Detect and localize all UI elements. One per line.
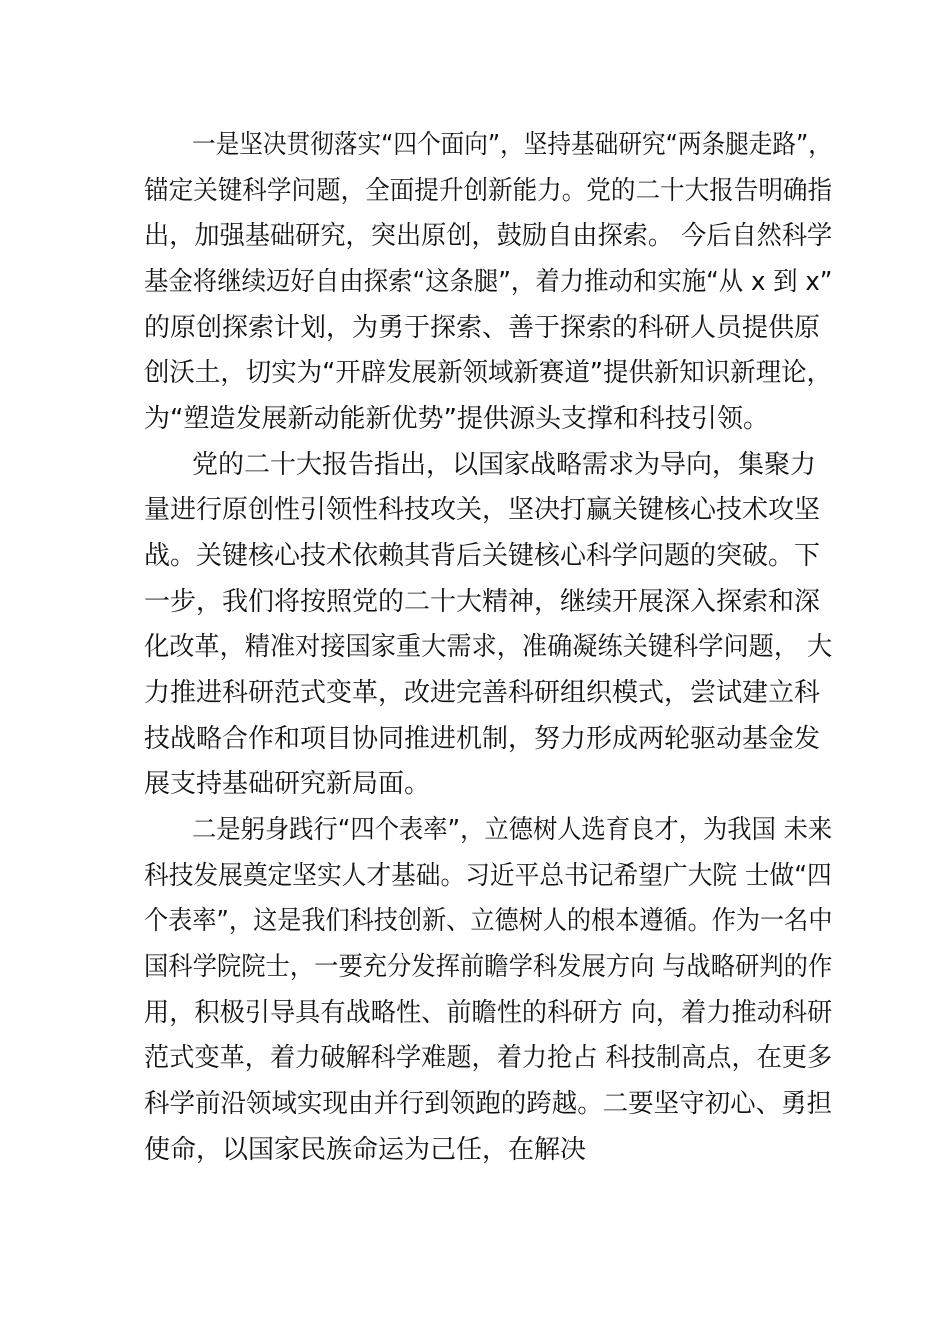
text-line: 量进行原创性引领性科技攻关，坚决打赢关键核心技术攻坚: [144, 495, 821, 525]
text-line: 出，加强基础研究，突出原创，鼓励自由探索。 今后自然科学: [144, 221, 833, 251]
text-line: 创沃土，切实为“开辟发展新领域新赛道”提供新知识新理论，: [144, 358, 832, 388]
text-line: 党的二十大报告指出，以国家战略需求为导向，集聚力: [192, 450, 817, 480]
text-line: 力推进科研范式变革，改进完善科研组织模式，尝试建立科: [144, 678, 821, 708]
text-line: 锚定关键科学问题，全面提升创新能力。党的二十大报告明确指: [144, 176, 833, 206]
text-line: 二是躬身践行“四个表率”，立德树人选育良才，为我国 未来: [192, 815, 833, 845]
text-line: 使命，以国家民族命运为己任，在解决: [144, 1135, 587, 1165]
text-line: 国科学院院士，一要充分发挥前瞻学科发展方向 与战略研判的作: [144, 952, 833, 982]
text-line: 科技发展奠定坚实人才基础。习近平总书记希望广大院 士做“四: [144, 861, 832, 891]
text-line: 为“塑造发展新动能新优势”提供源头支撑和科技引领。: [144, 404, 769, 434]
text-line: 范式变革，着力破解科学难题，着力抢占 科技制高点，在更多: [144, 1043, 833, 1073]
text-line: 战。关键核心技术依赖其背后关键核心科学问题的突破。下: [144, 541, 821, 571]
text-line: 个表率”，这是我们科技创新、立德树人的根本遵循。作为一名中: [144, 906, 833, 936]
text-line: 科学前沿领域实现由并行到领跑的跨越。二要坚守初心、勇担: [144, 1089, 833, 1119]
text-line: 技战略合作和项目协同推进机制，努力形成两轮驱动基金发: [144, 724, 821, 754]
text-line: 基金将继续迈好自由探索“这条腿”，着力推动和实施“从 x 到 x”: [144, 267, 833, 297]
text-line: 用，积极引导具有战略性、前瞻性的科研方 向，着力推动科研: [144, 998, 833, 1028]
text-line: 一是坚决贯彻落实“四个面向”，坚持基础研究“两条腿走路”，: [192, 130, 832, 160]
text-line: 化改革，精准对接国家重大需求，准确凝练关键科学问题， 大: [144, 632, 833, 662]
text-line: 展支持基础研究新局面。: [144, 769, 431, 799]
text-line: 的原创探索计划，为勇于探索、善于探索的科研人员提供原: [144, 313, 821, 343]
text-line: 一步，我们将按照党的二十大精神，继续开展深入探索和深: [144, 587, 821, 617]
